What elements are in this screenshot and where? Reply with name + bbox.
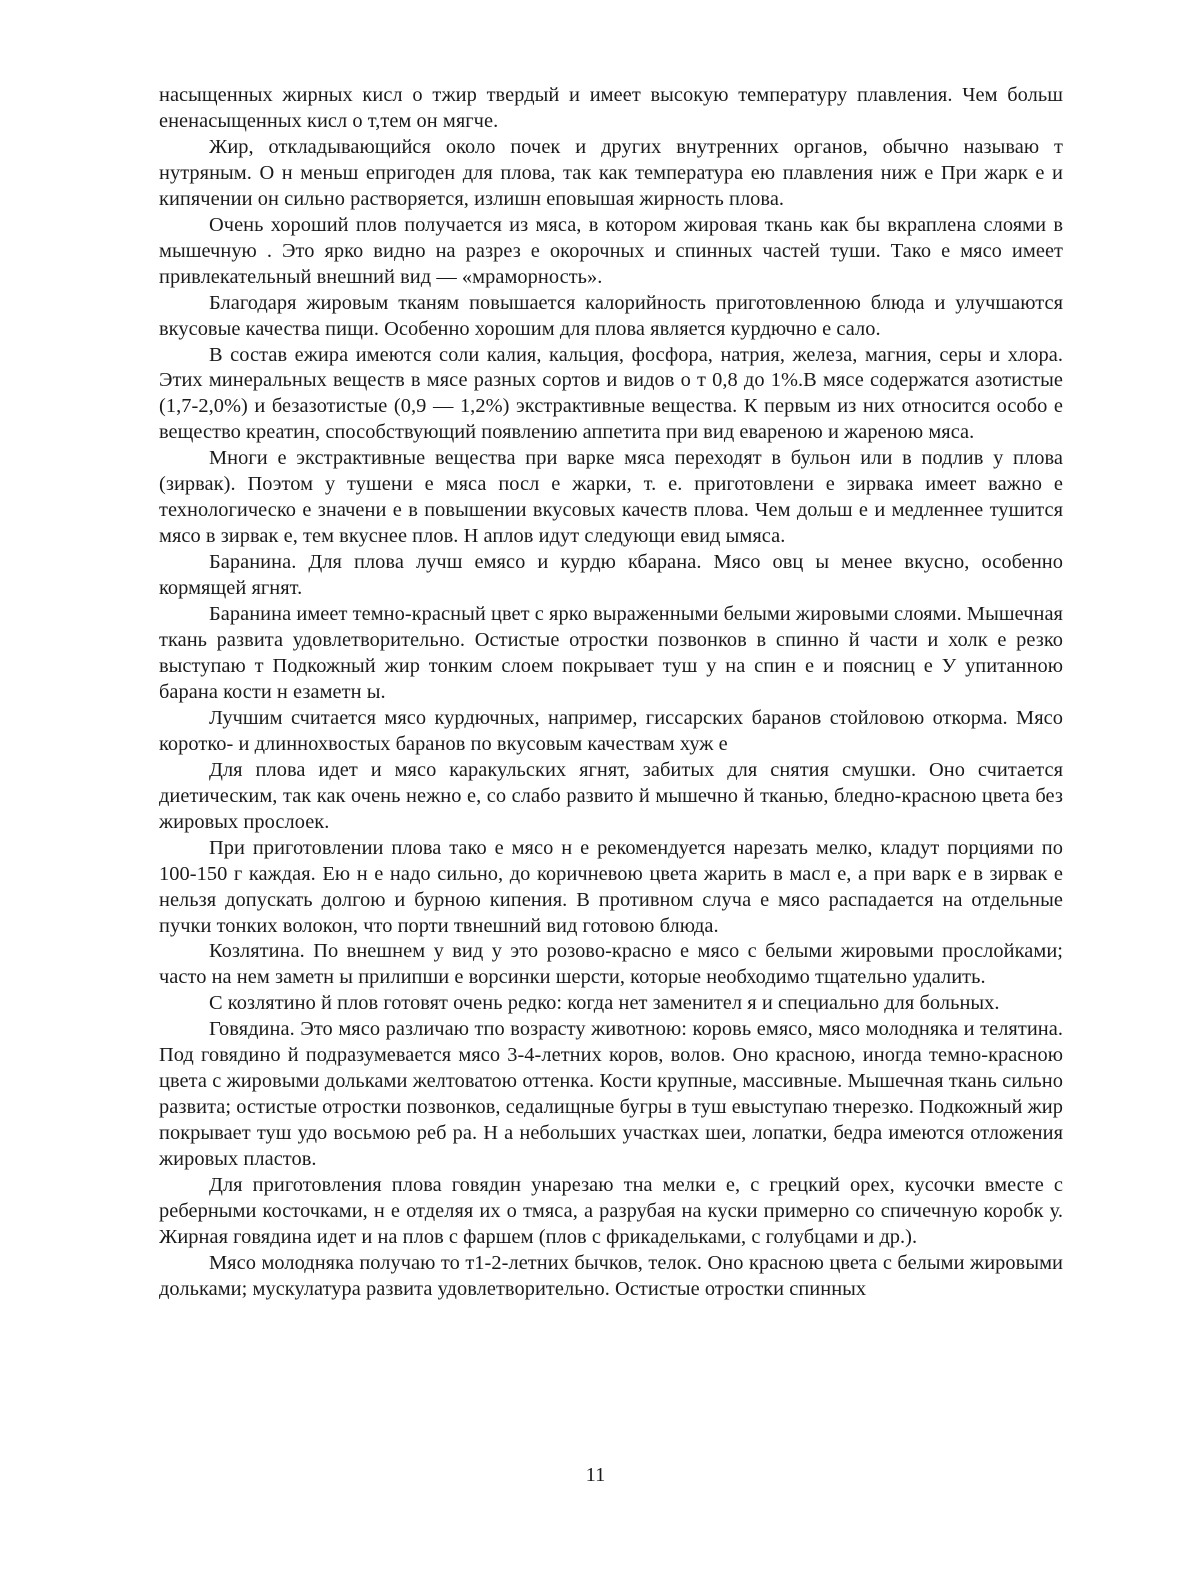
- paragraph: При приготовлении плова тако е мясо н е рекомендуется нарезать мелко, кладут порциями по 100-150 г каждая. Ею н е надо сильно, до коричневою цвета жарить в масл е, а при варк е в зирвак е нельзя допускать долгою и бурною кипения. В противном случа е мясо распадается на отдельные пучки тонких волокон, что порти твнешний вид готовою блюда.: [159, 836, 1063, 937]
- paragraph: Мясо молодняка получаю то т1-2-летних бычков, телок. Оно красною цвета с белыми жировыми дольками; мускулатура развита удовлетворительно. Остистые отростки спинных: [159, 1251, 1063, 1300]
- page-number: 11: [585, 1464, 606, 1486]
- paragraph: В состав ежира имеются соли калия, кальция, фосфора, натрия, железа, магния, серы и хлора. Этих минеральных веществ в мясе разных сортов и видов о т 0,8 до 1%.В мясе содержатся азотистые (1,7-2,0%) и безазотистые (0,9 — 1,2%) экстрактивные вещества. К первым из них относится особо е вещество креатин, способствующий появлению аппетита при вид евареною и жареною мяса.: [159, 343, 1063, 444]
- paragraph: Баранина. Для плова лучш емясо и курдю кбарана. Мясо овц ы менее вкусно, особенно кормящей ягнят.: [159, 551, 1063, 600]
- document-body: [159, 83, 1063, 1303]
- paragraph-continuation: насыщенных жирных кисл о тжир твердый и имеет высокую температуру плавления. Чем больш ененасыщенных кисл о т,тем он мягче.: [159, 84, 1063, 132]
- paragraph: Жир, откладывающийся около почек и других внутренних органов, обычно называю т нутряным. О н меньш епригоден для плова, так как температура ею плавления ниж е При жарк е и кипячении он сильно растворяется, излишн еповышая жирность плова.: [159, 135, 1063, 210]
- paragraph: Лучшим считается мясо курдючных, например, гиссарских баранов стойловою откорма. Мясо коротко- и длиннохвостых баранов по вкусовым качествам хуж е: [159, 706, 1063, 755]
- paragraph: С козлятино й плов готовят очень редко: когда нет заменител я и специально для больных.: [209, 992, 1000, 1015]
- paragraph: Очень хороший плов получается из мяса, в котором жировая ткань как бы вкраплена слоями в мышечную . Это ярко видно на разрез е окорочных и спинных частей туши. Тако е мясо имеет привлекательный внешний вид — «мраморность».: [159, 213, 1063, 288]
- paragraph: Баранина имеет темно-красный цвет с ярко выраженными белыми жировыми слоями. Мышечная ткань развита удовлетворительно. Остистые отростки позвонков в спинно й части и холк е резко выступаю т Подкожный жир тонким слоем покрывает туш у на спин е и поясниц е У упитанною барана кости н езаметн ы.: [159, 603, 1063, 703]
- paragraph: Многи е экстрактивные вещества при варке мяса переходят в бульон или в подлив у плова (зирвак). Поэтом у тушени е мяса посл е жарки, т. е. приготовлени е зирвака имеет важно е технологическо е значени е в повышении вкусовых качеств плова. Чем дольш е и медленнее тушится мясо в зирвак е, тем вкуснее плов. Н аплов идут следующи евид ымяса.: [159, 447, 1063, 548]
- paragraph: Для плова идет и мясо каракульских ягнят, забитых для снятия смушки. Оно считается диетическим, так как очень нежно е, со слабо развито й мышечно й тканью, бледно-красною цвета без жировых прослоек.: [159, 758, 1063, 833]
- paragraph: Для приготовления плова говядин унарезаю тна мелки е, с грецкий орех, кусочки вместе с реберными косточками, н е отделяя их о тмяса, а разрубая на куски примерно со спичечную коробк у. Жирная говядина идет и на плов с фаршем (плов с фрикадельками, с голубцами и др.).: [159, 1174, 1063, 1248]
- paragraph: Благодаря жировым тканям повышается калорийность приготовленною блюда и улучшаются вкусовые качества пищи. Особенно хорошим для плова является курдючно е сало.: [159, 291, 1063, 340]
- paragraph: Козлятина. По внешнем у вид у это розово-красно е мясо с белыми жировыми прослойками; часто на нем заметн ы прилипши е ворсинки шерсти, которые необходимо тщательно удалить.: [159, 940, 1063, 989]
- paragraph: Говядина. Это мясо различаю тпо возрасту животною: коровь емясо, мясо молодняка и телятина. Под говядино й подразумевается мясо 3-4-летних коров, волов. Оно красною, иногда темно-красною цвета с жировыми дольками желтоватою оттенка. Кости крупные, массивные. Мышечная ткань сильно развита; остистые отростки позвонков, седалищные бугры в туш евыступаю тнерезко. Подкожный жир покрывает туш удо восьмою реб ра. Н а небольших участках шеи, лопатки, бедра имеются отложения жировых пластов.: [159, 1018, 1063, 1171]
